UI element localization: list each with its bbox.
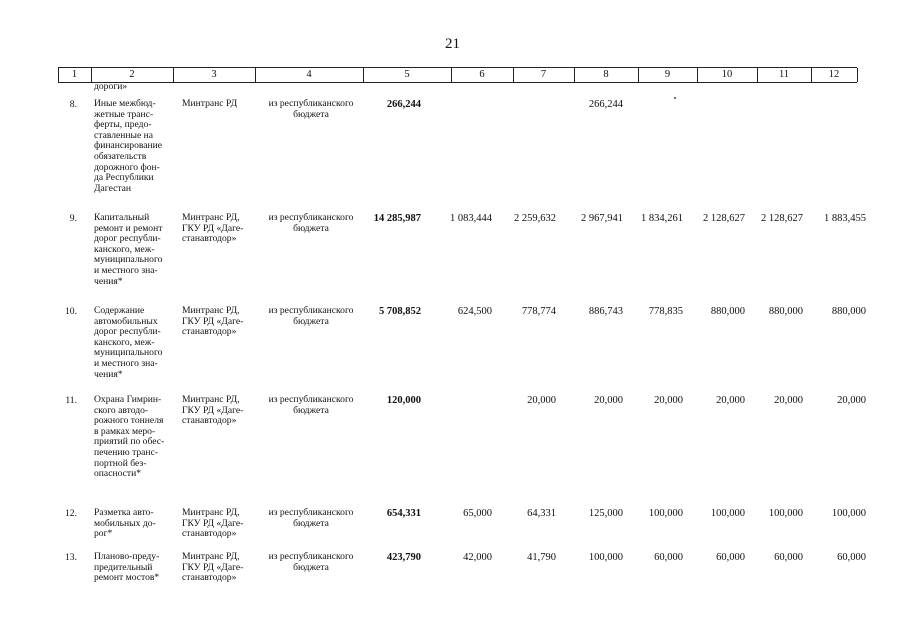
carry-over-text: дороги» bbox=[94, 81, 128, 92]
measure-name-line: дорог республи- bbox=[94, 326, 161, 338]
column-divider bbox=[255, 68, 256, 82]
measure-name-line: ферты, предо- bbox=[94, 119, 152, 131]
executor-line: ГКУ РД «Даге- bbox=[182, 561, 244, 573]
table-header-row bbox=[58, 67, 857, 83]
column-divider bbox=[574, 68, 575, 82]
funding-source-line: из республиканского bbox=[268, 212, 354, 223]
measure-name bbox=[94, 395, 172, 480]
measure-name-line: портной без- bbox=[94, 457, 147, 469]
year-amount: 886,743 bbox=[588, 306, 623, 317]
funding-source-line: из республиканского bbox=[268, 98, 354, 109]
column-divider bbox=[811, 68, 812, 82]
year-amount: 20,000 bbox=[837, 395, 866, 406]
column-divider bbox=[513, 68, 514, 82]
executor bbox=[182, 213, 264, 245]
year-amount: 1 883,455 bbox=[824, 213, 866, 224]
measure-name-line: предительный bbox=[94, 561, 153, 573]
measure-name-line: мобильных до- bbox=[94, 517, 156, 529]
year-amount: 42,000 bbox=[463, 552, 492, 563]
measure-name-line: автомобильных bbox=[94, 315, 158, 327]
measure-name-line: рожного тоннеля bbox=[94, 415, 164, 427]
measure-name-line: Капитальный bbox=[94, 212, 150, 223]
executor-line: ГКУ РД «Даге- bbox=[182, 315, 244, 327]
year-amount: 20,000 bbox=[716, 395, 745, 406]
funding-source-line: из республиканского bbox=[268, 394, 354, 405]
column-header: 12 bbox=[828, 69, 840, 80]
year-amount: 2 128,627 bbox=[703, 213, 745, 224]
total-amount: 120,000 bbox=[386, 395, 421, 406]
year-amount: 60,000 bbox=[716, 552, 745, 563]
total-amount: 654,331 bbox=[386, 508, 421, 519]
year-amount: 100,000 bbox=[710, 508, 745, 519]
column-divider bbox=[91, 68, 92, 82]
measure-name-line: жетные транс- bbox=[94, 108, 154, 120]
page-number: 21 bbox=[445, 36, 460, 52]
row-number: 8. bbox=[69, 99, 77, 110]
measure-name-line: в рамках меро- bbox=[94, 425, 156, 437]
year-amount: 60,000 bbox=[837, 552, 866, 563]
column-divider bbox=[638, 68, 639, 82]
row-number: 11. bbox=[65, 395, 77, 406]
executor bbox=[182, 508, 264, 540]
measure-name-line: чения* bbox=[94, 275, 123, 287]
row-number: 13. bbox=[65, 552, 77, 563]
measure-name-line: и местного зна- bbox=[94, 264, 158, 276]
column-header: 3 bbox=[211, 69, 217, 80]
total-amount: 266,244 bbox=[386, 99, 421, 110]
measure-name-line: Планово-преду- bbox=[94, 551, 160, 562]
funding-source-line: из республиканского bbox=[268, 305, 354, 316]
funding-source-line: бюджета bbox=[293, 108, 329, 120]
measure-name-line: ставленные на bbox=[94, 129, 154, 141]
total-amount: 14 285,987 bbox=[373, 213, 421, 224]
column-divider bbox=[173, 68, 174, 82]
executor bbox=[182, 306, 264, 338]
measure-name bbox=[94, 306, 172, 380]
funding-source bbox=[256, 213, 366, 234]
executor-line: ГКУ РД «Даге- bbox=[182, 517, 244, 529]
year-amount: 624,500 bbox=[457, 306, 492, 317]
year-amount: 60,000 bbox=[654, 552, 683, 563]
measure-name bbox=[94, 213, 172, 287]
executor-line: станавтодор» bbox=[182, 415, 237, 427]
funding-source bbox=[256, 552, 366, 573]
measure-name-line: рог* bbox=[94, 528, 113, 540]
measure-name-line: Содержание bbox=[94, 305, 145, 316]
funding-source bbox=[256, 508, 366, 529]
column-header: 10 bbox=[721, 69, 733, 80]
measure-name-line: муниципального bbox=[94, 347, 163, 359]
measure-name-line: да Республики bbox=[94, 172, 154, 184]
year-amount: 2 967,941 bbox=[581, 213, 623, 224]
column-divider bbox=[451, 68, 452, 82]
funding-source-line: бюджета bbox=[293, 222, 329, 234]
funding-source bbox=[256, 99, 366, 120]
measure-name-line: приятий по обес- bbox=[94, 436, 165, 448]
row-number: 10. bbox=[65, 306, 77, 317]
executor-line: станавтодор» bbox=[182, 528, 237, 540]
measure-name-line: Охрана Гимрин- bbox=[94, 394, 162, 405]
measure-name bbox=[94, 508, 172, 540]
year-amount: 20,000 bbox=[527, 395, 556, 406]
funding-source-line: бюджета bbox=[293, 517, 329, 529]
column-divider bbox=[58, 68, 59, 82]
measure-name-line: муниципального bbox=[94, 254, 163, 266]
year-amount: 1 083,444 bbox=[450, 213, 492, 224]
column-header: 11 bbox=[778, 69, 790, 80]
measure-name-line: Дагестан bbox=[94, 182, 132, 194]
column-divider bbox=[697, 68, 698, 82]
measure-name-line: чения* bbox=[94, 368, 123, 380]
measure-name-line: финансирование bbox=[94, 140, 163, 152]
executor bbox=[182, 99, 264, 110]
measure-name-line: и местного зна- bbox=[94, 357, 158, 369]
year-amount: 880,000 bbox=[831, 306, 866, 317]
column-header: 5 bbox=[404, 69, 410, 80]
row-number: 12. bbox=[65, 508, 77, 519]
year-amount: 100,000 bbox=[588, 552, 623, 563]
executor-line: Минтранс РД bbox=[182, 98, 238, 109]
funding-source bbox=[256, 306, 366, 327]
year-amount: 125,000 bbox=[588, 508, 623, 519]
total-amount: 5 708,852 bbox=[379, 306, 421, 317]
year-amount: 20,000 bbox=[654, 395, 683, 406]
year-amount: 65,000 bbox=[463, 508, 492, 519]
measure-name-line: ского автодо- bbox=[94, 404, 149, 416]
measure-name-line: дорожного фон- bbox=[94, 161, 160, 173]
year-amount: 2 128,627 bbox=[761, 213, 803, 224]
year-amount: 41,790 bbox=[527, 552, 556, 563]
measure-name-line: опасности* bbox=[94, 468, 141, 480]
year-amount: 20,000 bbox=[594, 395, 623, 406]
column-divider bbox=[757, 68, 758, 82]
executor bbox=[182, 552, 264, 584]
column-header: 4 bbox=[306, 69, 312, 80]
year-amount: 60,000 bbox=[774, 552, 803, 563]
year-amount: 100,000 bbox=[648, 508, 683, 519]
column-divider bbox=[363, 68, 364, 82]
column-header: 6 bbox=[479, 69, 485, 80]
column-header: 9 bbox=[664, 69, 671, 80]
measure-name-line: Иные межбюд- bbox=[94, 98, 156, 109]
executor-line: станавтодор» bbox=[182, 326, 237, 338]
year-amount: 20,000 bbox=[774, 395, 803, 406]
year-amount: 2 259,632 bbox=[514, 213, 556, 224]
funding-source-line: из республиканского bbox=[268, 507, 354, 518]
funding-source-line: бюджета bbox=[293, 315, 329, 327]
executor-line: Минтранс РД, bbox=[182, 551, 240, 562]
executor bbox=[182, 395, 264, 427]
column-header: 8 bbox=[603, 69, 609, 80]
executor-line: ГКУ РД «Даге- bbox=[182, 222, 244, 234]
column-header: 1 bbox=[71, 69, 78, 80]
measure-name-line: канского, меж- bbox=[94, 336, 155, 348]
year-amount: 880,000 bbox=[768, 306, 803, 317]
measure-name bbox=[94, 552, 172, 584]
total-amount: 423,790 bbox=[386, 552, 421, 563]
executor-line: станавтодор» bbox=[182, 572, 237, 584]
year-amount: 266,244 bbox=[588, 99, 623, 110]
year-amount: 778,835 bbox=[648, 306, 683, 317]
measure-name-line: ремонт и ремонт bbox=[94, 222, 163, 234]
year-amount: 64,331 bbox=[527, 508, 556, 519]
measure-name-line: печению транс- bbox=[94, 446, 159, 458]
measure-name-line: канского, меж- bbox=[94, 243, 155, 255]
funding-source bbox=[256, 395, 366, 416]
executor-line: Минтранс РД, bbox=[182, 212, 240, 223]
column-divider bbox=[857, 68, 858, 82]
measure-name bbox=[94, 99, 172, 194]
year-amount: 100,000 bbox=[831, 508, 866, 519]
row-number: 9. bbox=[69, 213, 77, 224]
year-amount: 100,000 bbox=[768, 508, 803, 519]
measure-name-line: Разметка авто- bbox=[94, 507, 154, 518]
year-amount: 1 834,261 bbox=[641, 213, 683, 224]
measure-name-line: ремонт мостов* bbox=[94, 572, 160, 584]
measure-name-line: обязательств bbox=[94, 150, 147, 162]
measure-name-line: дорог республи- bbox=[94, 233, 161, 245]
column-header: 2 bbox=[129, 69, 135, 80]
executor-line: Минтранс РД, bbox=[182, 305, 240, 316]
funding-source-line: бюджета bbox=[293, 404, 329, 416]
executor-line: ГКУ РД «Даге- bbox=[182, 404, 244, 416]
executor-line: станавтодор» bbox=[182, 233, 237, 245]
funding-source-line: бюджета bbox=[293, 561, 329, 573]
executor-line: Минтранс РД, bbox=[182, 394, 240, 405]
year-amount: 778,774 bbox=[521, 306, 556, 317]
executor-line: Минтранс РД, bbox=[182, 507, 240, 518]
year-amount: 880,000 bbox=[710, 306, 745, 317]
column-header: 7 bbox=[540, 69, 547, 80]
scan-speck bbox=[674, 97, 676, 99]
funding-source-line: из республиканского bbox=[268, 551, 354, 562]
